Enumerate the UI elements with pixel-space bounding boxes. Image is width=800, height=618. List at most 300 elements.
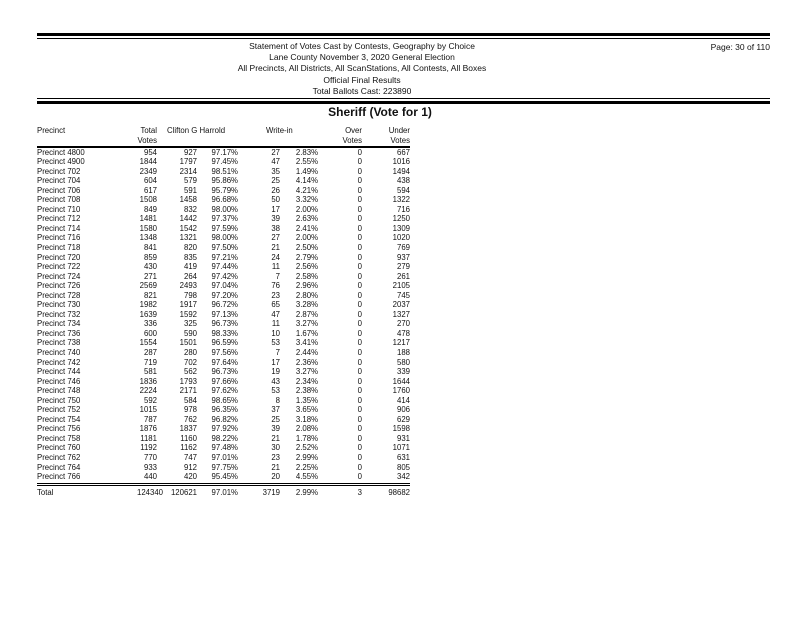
total-votes-cell: 440 — [143, 472, 157, 482]
writein-votes-cell: 43 — [271, 376, 280, 386]
under-votes-cell: 98682 — [388, 488, 410, 498]
over-votes-cell: 0 — [357, 424, 362, 434]
over-votes-cell: 0 — [357, 405, 362, 415]
precinct-cell: Precinct 732 — [37, 309, 81, 319]
under-votes-cell: 1309 — [392, 223, 410, 233]
candidate-pct-cell: 96.72% — [211, 300, 238, 310]
candidate-pct-cell: 97.42% — [211, 271, 238, 281]
table-row — [37, 310, 410, 320]
precinct-cell: Precinct 740 — [37, 347, 81, 357]
writein-pct-cell: 2.25% — [295, 462, 318, 472]
table-row — [37, 224, 410, 234]
candidate-pct-cell: 95.45% — [211, 472, 238, 482]
under-votes-cell: 667 — [396, 147, 410, 157]
candidate-votes-cell: 280 — [183, 347, 197, 357]
writein-pct-cell: 3.27% — [295, 319, 318, 329]
total-votes-cell: 1481 — [139, 214, 157, 224]
over-votes-cell: 0 — [357, 386, 362, 396]
writein-pct-cell: 4.14% — [295, 176, 318, 186]
table-row — [37, 386, 410, 396]
over-votes-cell: 0 — [357, 242, 362, 252]
precinct-cell: Precinct 736 — [37, 328, 81, 338]
precinct-cell: Precinct 760 — [37, 443, 81, 453]
precinct-cell: Precinct 714 — [37, 223, 81, 233]
table-row — [37, 148, 410, 158]
col-header-candidate: Clifton G Harrold — [167, 126, 226, 135]
header-bottom-double-rule — [37, 98, 770, 104]
writein-pct-cell: 1.78% — [295, 433, 318, 443]
table-header — [37, 126, 410, 148]
over-votes-cell: 0 — [357, 252, 362, 262]
writein-votes-cell: 21 — [271, 433, 280, 443]
over-votes-cell: 0 — [357, 367, 362, 377]
candidate-pct-cell: 97.01% — [211, 488, 238, 498]
precinct-cell: Precinct 716 — [37, 233, 81, 243]
precinct-cell: Precinct 746 — [37, 376, 81, 386]
writein-pct-cell: 2.00% — [295, 204, 318, 214]
candidate-pct-cell: 97.48% — [211, 443, 238, 453]
over-votes-cell: 0 — [357, 443, 362, 453]
total-votes-cell: 124340 — [137, 488, 164, 498]
precinct-cell: Precinct 738 — [37, 338, 81, 348]
candidate-votes-cell: 1321 — [179, 233, 197, 243]
over-votes-cell: 0 — [357, 233, 362, 243]
under-votes-cell: 937 — [396, 252, 410, 262]
candidate-pct-cell: 96.82% — [211, 414, 238, 424]
report-title-line: Statement of Votes Cast by Contests, Geography by Choice — [249, 41, 475, 51]
writein-votes-cell: 27 — [271, 233, 280, 243]
over-votes-cell: 0 — [357, 147, 362, 157]
precinct-cell: Precinct 712 — [37, 214, 81, 224]
total-ballots-line: Total Ballots Cast: 223890 — [312, 85, 412, 96]
total-votes-cell: 1982 — [139, 300, 157, 310]
writein-votes-cell: 17 — [271, 204, 280, 214]
writein-pct-cell: 2.58% — [295, 271, 318, 281]
precinct-cell: Precinct 744 — [37, 367, 81, 377]
table-row — [37, 367, 410, 377]
candidate-votes-cell: 420 — [183, 472, 197, 482]
candidate-votes-cell: 1501 — [179, 338, 197, 348]
over-votes-cell: 0 — [357, 338, 362, 348]
candidate-votes-cell: 2314 — [179, 166, 197, 176]
candidate-votes-cell: 2171 — [179, 386, 197, 396]
writein-pct-cell: 2.80% — [295, 290, 318, 300]
total-votes-cell: 859 — [143, 252, 157, 262]
under-votes-cell: 342 — [396, 472, 410, 482]
candidate-votes-cell: 762 — [183, 414, 197, 424]
under-votes-cell: 631 — [396, 453, 410, 462]
candidate-pct-cell: 96.59% — [211, 338, 238, 348]
total-votes-cell: 770 — [143, 453, 157, 462]
writein-votes-cell: 35 — [271, 166, 280, 176]
total-votes-cell: 617 — [143, 185, 157, 195]
candidate-votes-cell: 1542 — [179, 223, 197, 233]
candidate-votes-cell: 702 — [183, 357, 197, 367]
writein-pct-cell: 2.36% — [295, 357, 318, 367]
total-votes-cell: 1836 — [139, 376, 157, 386]
writein-pct-cell: 2.50% — [295, 242, 318, 252]
candidate-pct-cell: 97.20% — [211, 290, 238, 300]
over-votes-cell: 0 — [357, 347, 362, 357]
candidate-votes-cell: 1917 — [179, 300, 197, 310]
total-votes-cell: 719 — [143, 357, 157, 367]
over-votes-cell: 0 — [357, 433, 362, 443]
table-row — [37, 405, 410, 415]
over-votes-cell: 0 — [357, 290, 362, 300]
writein-votes-cell: 21 — [271, 462, 280, 472]
under-votes-cell: 1016 — [392, 157, 410, 167]
total-separator-double-line — [37, 483, 410, 487]
writein-pct-cell: 2.83% — [295, 147, 318, 157]
table-row — [37, 176, 410, 186]
writein-pct-cell: 3.65% — [295, 405, 318, 415]
precinct-cell: Precinct 734 — [37, 319, 81, 329]
table-row — [37, 338, 410, 348]
over-votes-cell: 0 — [357, 271, 362, 281]
candidate-votes-cell: 1837 — [179, 424, 197, 434]
candidate-pct-cell: 95.79% — [211, 185, 238, 195]
candidate-votes-cell: 1160 — [180, 433, 197, 443]
under-votes-cell: 279 — [396, 262, 410, 272]
table-row — [37, 329, 410, 339]
col-header-total-votes-2: Votes — [137, 135, 157, 145]
writein-votes-cell: 21 — [271, 242, 280, 252]
table-row — [37, 167, 410, 177]
writein-votes-cell: 30 — [271, 443, 280, 453]
candidate-pct-cell: 97.21% — [211, 252, 238, 262]
total-votes-cell: 787 — [143, 414, 157, 424]
writein-pct-cell: 3.28% — [295, 300, 318, 310]
scope-line: All Precincts, All Districts, All ScanStations, All Contests, All Boxes — [237, 63, 487, 74]
under-votes-cell: 188 — [396, 347, 410, 357]
under-votes-cell: 580 — [396, 357, 410, 367]
writein-pct-cell: 2.79% — [295, 252, 318, 262]
over-votes-cell: 0 — [357, 176, 362, 186]
table-row — [37, 463, 410, 473]
candidate-pct-cell: 98.65% — [211, 395, 238, 405]
writein-votes-cell: 23 — [271, 290, 280, 300]
over-votes-cell: 3 — [357, 488, 362, 498]
precinct-cell: Precinct 730 — [37, 300, 81, 310]
candidate-pct-cell: 97.17% — [211, 147, 238, 157]
writein-pct-cell: 2.55% — [295, 157, 318, 167]
total-votes-cell: 1181 — [140, 433, 157, 443]
candidate-pct-cell: 97.13% — [211, 309, 238, 319]
col-header-precinct: Precinct — [37, 126, 66, 135]
under-votes-cell: 2037 — [392, 300, 410, 310]
candidate-pct-cell: 97.01% — [211, 453, 238, 462]
contest-title: Sheriff (Vote for 1) — [328, 105, 432, 119]
precinct-cell: Precinct 758 — [37, 433, 81, 443]
table-row — [37, 434, 410, 444]
total-votes-cell: 604 — [143, 176, 157, 186]
under-votes-cell: 339 — [396, 367, 410, 377]
candidate-votes-cell: 325 — [183, 319, 197, 329]
total-label-cell: Total — [37, 488, 54, 498]
table-row — [37, 291, 410, 301]
table-row — [37, 453, 410, 463]
candidate-pct-cell: 95.86% — [211, 176, 238, 186]
total-votes-cell: 430 — [143, 262, 157, 272]
candidate-votes-cell: 591 — [183, 185, 197, 195]
over-votes-cell: 0 — [357, 357, 362, 367]
precinct-cell: Precinct 708 — [37, 195, 81, 205]
table-row — [37, 415, 410, 425]
table-row — [37, 195, 410, 205]
col-header-under-votes: Under — [388, 126, 410, 135]
writein-votes-cell: 38 — [271, 223, 280, 233]
over-votes-cell: 0 — [357, 376, 362, 386]
under-votes-cell: 769 — [396, 242, 410, 252]
results-status-line: Official Final Results — [323, 74, 401, 85]
candidate-pct-cell: 97.92% — [211, 424, 238, 434]
col-header-over-votes-2: Votes — [342, 135, 362, 145]
precinct-cell: Precinct 754 — [37, 414, 81, 424]
writein-pct-cell: 2.52% — [295, 443, 318, 453]
over-votes-cell: 0 — [357, 185, 362, 195]
candidate-pct-cell: 97.75% — [211, 462, 238, 472]
table-row — [37, 243, 410, 253]
under-votes-cell: 931 — [396, 433, 410, 443]
writein-votes-cell: 11 — [271, 319, 280, 329]
precinct-cell: Precinct 764 — [37, 462, 81, 472]
precinct-cell: Precinct 742 — [37, 357, 81, 367]
candidate-votes-cell: 590 — [183, 328, 197, 338]
writein-votes-cell: 50 — [271, 195, 280, 205]
candidate-pct-cell: 98.33% — [211, 328, 238, 338]
candidate-votes-cell: 927 — [183, 147, 197, 157]
under-votes-cell: 1644 — [392, 376, 410, 386]
under-votes-cell: 1598 — [392, 424, 410, 434]
precinct-cell: Precinct 704 — [37, 176, 81, 186]
candidate-votes-cell: 835 — [183, 252, 197, 262]
candidate-votes-cell: 562 — [183, 367, 197, 377]
total-votes-cell: 271 — [143, 271, 157, 281]
writein-pct-cell: 1.35% — [295, 395, 318, 405]
writein-pct-cell: 4.55% — [295, 472, 318, 482]
writein-votes-cell: 37 — [271, 405, 280, 415]
precinct-cell: Precinct 756 — [37, 424, 81, 434]
under-votes-cell: 805 — [396, 462, 410, 472]
writein-pct-cell: 2.44% — [295, 347, 318, 357]
writein-pct-cell: 2.41% — [295, 223, 318, 233]
precinct-cell: Precinct 720 — [37, 252, 81, 262]
under-votes-cell: 2105 — [392, 281, 410, 291]
total-votes-cell: 1192 — [140, 443, 157, 453]
writein-votes-cell: 23 — [271, 453, 280, 462]
over-votes-cell: 0 — [357, 395, 362, 405]
candidate-pct-cell: 97.37% — [211, 214, 238, 224]
total-votes-cell: 600 — [143, 328, 157, 338]
precinct-cell: Precinct 718 — [37, 242, 81, 252]
candidate-votes-cell: 832 — [183, 204, 197, 214]
over-votes-cell: 0 — [357, 204, 362, 214]
candidate-votes-cell: 747 — [183, 453, 197, 462]
under-votes-cell: 1327 — [392, 309, 410, 319]
precinct-cell: Precinct 726 — [37, 281, 81, 291]
under-votes-cell: 906 — [396, 405, 410, 415]
writein-pct-cell: 3.41% — [295, 338, 318, 348]
over-votes-cell: 0 — [357, 453, 362, 462]
candidate-pct-cell: 96.73% — [211, 367, 238, 377]
precinct-cell: Precinct 766 — [37, 472, 81, 482]
total-votes-cell: 592 — [143, 395, 157, 405]
writein-pct-cell: 2.00% — [295, 233, 318, 243]
candidate-pct-cell: 97.59% — [211, 223, 238, 233]
writein-votes-cell: 11 — [271, 262, 280, 272]
writein-votes-cell: 39 — [271, 214, 280, 224]
candidate-votes-cell: 1793 — [179, 376, 197, 386]
total-votes-cell: 1580 — [139, 223, 157, 233]
precinct-cell: Precinct 710 — [37, 204, 81, 214]
writein-pct-cell: 4.21% — [295, 185, 318, 195]
total-votes-cell: 1015 — [139, 405, 157, 415]
total-votes-cell: 1348 — [139, 233, 157, 243]
writein-votes-cell: 17 — [271, 357, 280, 367]
under-votes-cell: 745 — [396, 290, 410, 300]
under-votes-cell: 1250 — [392, 214, 410, 224]
writein-votes-cell: 65 — [271, 300, 280, 310]
writein-votes-cell: 25 — [271, 414, 280, 424]
total-votes-cell: 1554 — [139, 338, 157, 348]
total-votes-cell: 1639 — [139, 309, 157, 319]
candidate-pct-cell: 97.56% — [211, 347, 238, 357]
under-votes-cell: 270 — [396, 319, 410, 329]
writein-votes-cell: 26 — [271, 185, 280, 195]
table-row — [37, 472, 410, 482]
candidate-votes-cell: 2493 — [179, 281, 197, 291]
under-votes-cell: 629 — [396, 414, 410, 424]
precinct-cell: Precinct 724 — [37, 271, 81, 281]
col-header-write-in: Write-in — [266, 126, 293, 135]
total-votes-cell: 1844 — [139, 157, 157, 167]
candidate-votes-cell: 978 — [183, 405, 197, 415]
table-row — [37, 396, 410, 406]
candidate-pct-cell: 97.62% — [211, 386, 238, 396]
candidate-votes-cell: 820 — [183, 242, 197, 252]
table-row — [37, 319, 410, 329]
writein-votes-cell: 8 — [275, 395, 280, 405]
under-votes-cell: 1071 — [392, 443, 410, 453]
precinct-cell: Precinct 4900 — [37, 157, 85, 167]
table-row — [37, 358, 410, 368]
precinct-cell: Precinct 750 — [37, 395, 81, 405]
under-votes-cell: 414 — [396, 395, 410, 405]
precinct-cell: Precinct 702 — [37, 166, 81, 176]
candidate-votes-cell: 120621 — [170, 488, 197, 498]
writein-votes-cell: 47 — [271, 157, 280, 167]
over-votes-cell: 0 — [357, 414, 362, 424]
writein-pct-cell: 2.63% — [295, 214, 318, 224]
table-row — [37, 424, 410, 434]
candidate-pct-cell: 98.22% — [211, 433, 238, 443]
table-row — [37, 272, 410, 282]
over-votes-cell: 0 — [357, 223, 362, 233]
under-votes-cell: 1760 — [392, 386, 410, 396]
candidate-votes-cell: 1592 — [179, 309, 197, 319]
total-votes-cell: 581 — [143, 367, 157, 377]
writein-pct-cell: 2.08% — [295, 424, 318, 434]
candidate-votes-cell: 912 — [183, 462, 197, 472]
precinct-cell: Precinct 706 — [37, 185, 81, 195]
writein-votes-cell: 19 — [271, 367, 280, 377]
col-header-total-votes: Total — [140, 126, 157, 135]
candidate-pct-cell: 97.44% — [211, 262, 238, 272]
candidate-votes-cell: 1442 — [179, 214, 197, 224]
table-body — [37, 148, 410, 482]
table-row — [37, 348, 410, 358]
writein-votes-cell: 3719 — [262, 488, 280, 498]
table-row — [37, 157, 410, 167]
writein-pct-cell: 2.99% — [295, 453, 318, 462]
report-header — [37, 41, 687, 97]
over-votes-cell: 0 — [357, 195, 362, 205]
candidate-pct-cell: 98.51% — [211, 166, 238, 176]
candidate-pct-cell: 97.64% — [211, 357, 238, 367]
total-votes-cell: 954 — [143, 147, 157, 157]
table-row — [37, 300, 410, 310]
precinct-cell: Precinct 752 — [37, 405, 81, 415]
writein-votes-cell: 39 — [271, 424, 280, 434]
table-row — [37, 214, 410, 224]
candidate-pct-cell: 98.00% — [211, 204, 238, 214]
writein-pct-cell: 2.99% — [295, 488, 318, 498]
under-votes-cell: 1322 — [392, 195, 410, 205]
candidate-votes-cell: 1458 — [179, 195, 197, 205]
table-header-row-1 — [37, 126, 410, 136]
precinct-cell: Precinct 762 — [37, 453, 81, 462]
over-votes-cell: 0 — [357, 472, 362, 482]
over-votes-cell: 0 — [357, 281, 362, 291]
col-header-under-votes-2: Votes — [390, 135, 410, 145]
writein-votes-cell: 24 — [271, 252, 280, 262]
candidate-votes-cell: 1162 — [180, 443, 197, 453]
writein-votes-cell: 27 — [271, 147, 280, 157]
candidate-pct-cell: 97.66% — [211, 376, 238, 386]
candidate-votes-cell: 419 — [183, 262, 197, 272]
writein-votes-cell: 76 — [271, 281, 280, 291]
candidate-pct-cell: 98.00% — [211, 233, 238, 243]
over-votes-cell: 0 — [357, 157, 362, 167]
precinct-cell: Precinct 722 — [37, 262, 81, 272]
writein-votes-cell: 7 — [275, 271, 280, 281]
total-votes-cell: 933 — [143, 462, 157, 472]
over-votes-cell: 0 — [357, 214, 362, 224]
total-votes-cell: 1876 — [139, 424, 157, 434]
under-votes-cell: 478 — [396, 328, 410, 338]
table-row — [37, 253, 410, 263]
writein-votes-cell: 53 — [271, 338, 280, 348]
writein-pct-cell: 3.32% — [295, 195, 318, 205]
writein-pct-cell: 2.96% — [295, 281, 318, 291]
table-row — [37, 233, 410, 243]
total-votes-cell: 2224 — [139, 386, 157, 396]
under-votes-cell: 1494 — [392, 166, 410, 176]
table-row — [37, 186, 410, 196]
over-votes-cell: 0 — [357, 166, 362, 176]
candidate-votes-cell: 584 — [183, 395, 197, 405]
results-table — [37, 126, 410, 498]
election-name-line: Lane County November 3, 2020 General Election — [269, 52, 455, 63]
table-row — [37, 281, 410, 291]
candidate-votes-cell: 798 — [183, 290, 197, 300]
writein-pct-cell: 2.34% — [295, 376, 318, 386]
candidate-pct-cell: 96.68% — [211, 195, 238, 205]
writein-votes-cell: 10 — [271, 328, 280, 338]
table-row — [37, 443, 410, 453]
under-votes-cell: 261 — [396, 271, 410, 281]
candidate-votes-cell: 1797 — [179, 157, 197, 167]
